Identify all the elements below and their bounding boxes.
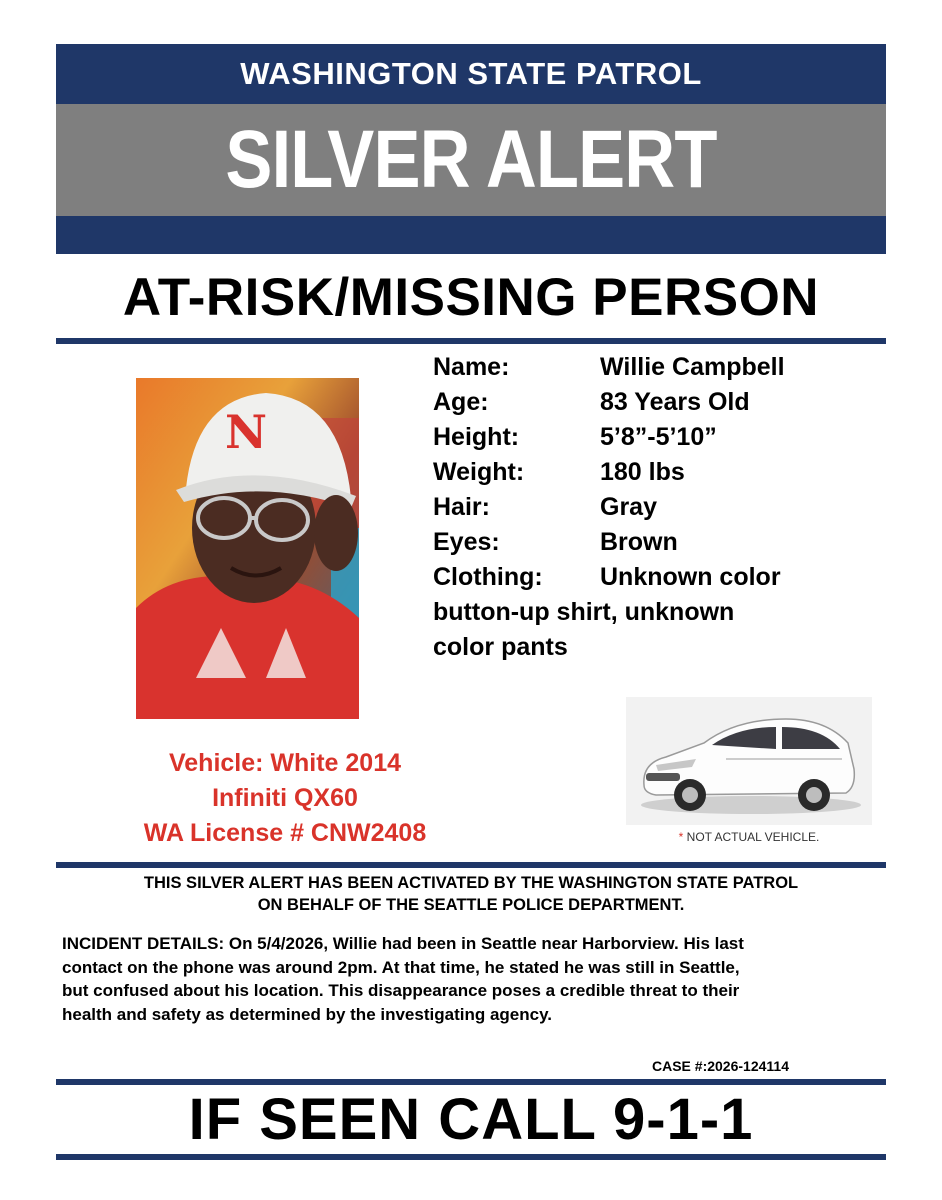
detail-row-clothing bbox=[433, 560, 873, 665]
detail-value: Gray bbox=[600, 493, 657, 521]
divider-rule bbox=[56, 338, 886, 344]
car-illustration bbox=[626, 697, 872, 825]
vehicle-line: Vehicle: White 2014 bbox=[168, 749, 402, 777]
person-photo-illustration bbox=[136, 378, 359, 719]
divider-rule bbox=[56, 1154, 886, 1160]
vehicle-disclaimer bbox=[626, 830, 872, 844]
detail-label: Height: bbox=[433, 423, 520, 451]
header-alert-bar bbox=[56, 104, 886, 216]
person-details bbox=[433, 350, 873, 665]
detail-value-continued: button-up shirt, unknown bbox=[433, 598, 735, 626]
detail-row-height bbox=[433, 420, 873, 455]
detail-value: 5’8”-5’10” bbox=[600, 423, 717, 451]
activation-line: ON BEHALF OF THE SEATTLE POLICE DEPARTMENT. bbox=[257, 896, 685, 914]
vehicle-line: WA License # CNW2408 bbox=[143, 819, 427, 847]
page-title: AT-RISK/MISSING PERSON bbox=[122, 268, 820, 327]
divider-rule bbox=[56, 862, 886, 868]
header-agency-bar bbox=[56, 44, 886, 104]
detail-label: Clothing: bbox=[433, 563, 543, 591]
detail-row-weight bbox=[433, 455, 873, 490]
agency-name: WASHINGTON STATE PATROL bbox=[240, 56, 702, 91]
detail-row-hair bbox=[433, 490, 873, 525]
detail-label: Hair: bbox=[433, 493, 490, 521]
detail-value: 83 Years Old bbox=[600, 388, 750, 416]
disclaimer-text: NOT ACTUAL VEHICLE. bbox=[686, 830, 820, 844]
alert-type: SILVER ALERT bbox=[225, 114, 717, 205]
detail-label: Weight: bbox=[433, 458, 525, 486]
vehicle-line: Infiniti QX60 bbox=[212, 784, 358, 812]
svg-text:N: N bbox=[224, 405, 268, 459]
detail-value: Brown bbox=[600, 528, 678, 556]
incident-line: health and safety as determined by the investigating agency. bbox=[62, 1004, 552, 1024]
detail-row-name bbox=[433, 350, 873, 385]
missing-person-photo bbox=[136, 378, 359, 719]
disclaimer-asterisk: * bbox=[678, 830, 684, 844]
detail-value-continued: color pants bbox=[433, 633, 568, 661]
detail-value: Willie Campbell bbox=[600, 353, 785, 381]
incident-line: contact on the phone was around 2pm. At that time, he stated he was still in Seattle, bbox=[62, 957, 740, 977]
incident-details bbox=[62, 932, 902, 1026]
detail-row-eyes bbox=[433, 525, 873, 560]
case-number: CASE #:2026-124114 bbox=[652, 1058, 789, 1074]
call-to-action: IF SEEN CALL 9-1-1 bbox=[188, 1087, 754, 1152]
detail-row-age bbox=[433, 385, 873, 420]
vehicle-photo bbox=[626, 697, 872, 825]
detail-label: Eyes: bbox=[433, 528, 500, 556]
detail-label: Name: bbox=[433, 353, 510, 381]
incident-line: INCIDENT DETAILS: On 5/4/2026, Willie had been in Seattle near Harborview. His last bbox=[62, 934, 744, 953]
header-bottom-bar bbox=[56, 216, 886, 254]
vehicle-info bbox=[90, 746, 480, 851]
detail-label: Age: bbox=[433, 388, 489, 416]
activation-line: THIS SILVER ALERT HAS BEEN ACTIVATED BY THE WASHINGTON STATE PATROL bbox=[143, 874, 799, 892]
activation-notice bbox=[40, 872, 902, 916]
detail-value: Unknown color bbox=[600, 563, 781, 591]
incident-line: but confused about his location. This disappearance poses a credible threat to their bbox=[62, 981, 740, 1000]
detail-value: 180 lbs bbox=[600, 458, 685, 486]
